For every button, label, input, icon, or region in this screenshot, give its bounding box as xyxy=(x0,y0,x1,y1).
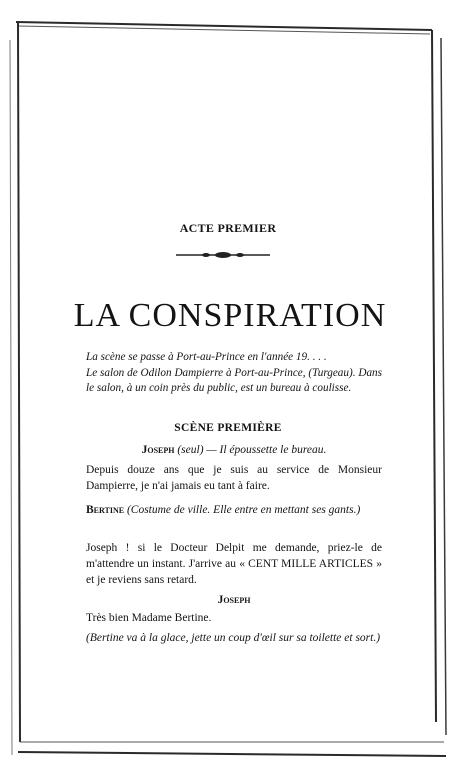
stage-direction-exit: (Bertine va à la glace, jette un coup d'œil sur sa toilette et sort.) xyxy=(86,632,381,644)
stage-entry-bertine xyxy=(86,502,382,518)
play-title: LA CONSPIRATION xyxy=(73,297,387,334)
dialogue-line: Très bien Madame Bertine. xyxy=(86,612,212,624)
dialogue-line: Depuis douze ans que je suis au service de Monsieur Dampierre, je n'ai jamais eu tant à faire. xyxy=(86,464,382,492)
dialogue-line: Joseph ! si le Docteur Delpit me demande, priez-le de m'attendre un instant. J'arrive au « CENT MILLE ARTICLES » et je reviens sans retard. xyxy=(86,542,382,586)
act-title: ACTE PREMIER xyxy=(179,221,277,235)
stage-entry-joseph xyxy=(86,442,382,458)
setting-line-2: Le salon de Odilon Dampierre à Port-au-Prince, (Turgeau). Dans le salon, à un coin près du public, est un bureau à coulisse. xyxy=(86,366,382,394)
setting-line-1: La scène se passe à Port-au-Prince en l'année 19. . . . xyxy=(86,351,327,363)
speaker-name: Bertine xyxy=(86,504,125,516)
speaker-name: Joseph xyxy=(141,444,175,456)
stage-direction: (seul) — Il époussette le bureau. xyxy=(177,444,327,456)
ornament-divider xyxy=(176,250,270,260)
speaker-heading-joseph xyxy=(86,592,382,608)
setting-description xyxy=(86,350,382,397)
scene-heading: SCÈNE PREMIÈRE xyxy=(174,422,282,434)
stage-direction: (Costume de ville. Elle entre en mettant ses gants.) xyxy=(126,504,361,516)
speaker-name: Joseph xyxy=(217,594,251,606)
